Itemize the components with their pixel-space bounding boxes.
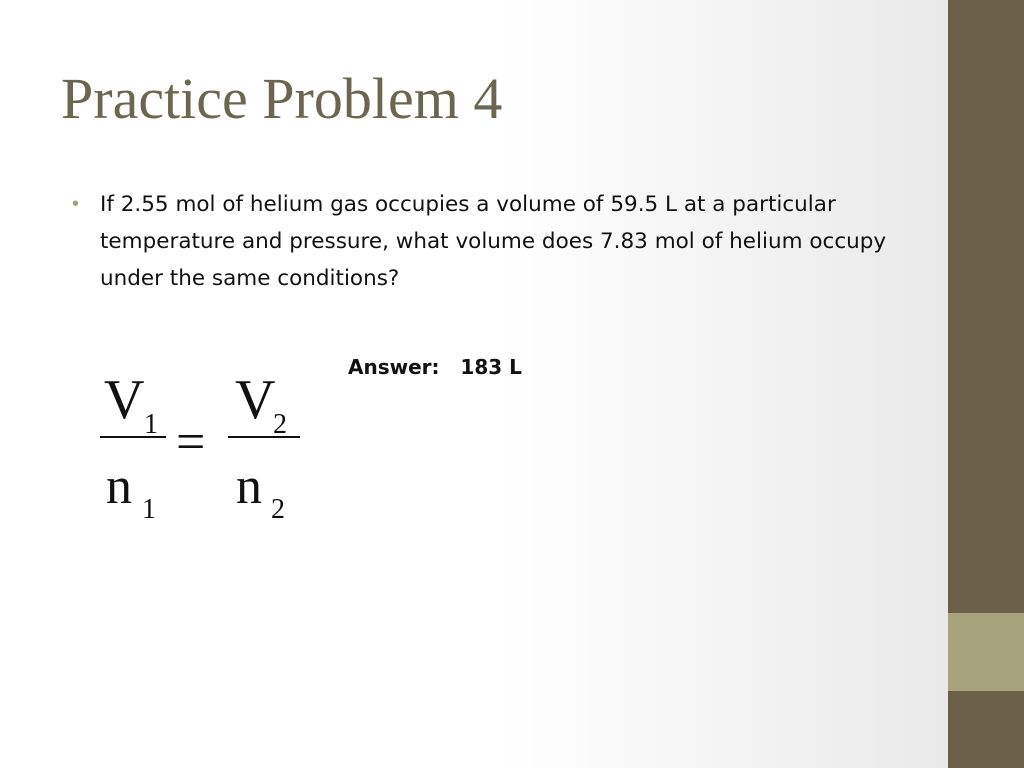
sidebar-bar-top [948,0,1024,613]
n2-symbol: n [236,458,262,515]
equation [96,360,316,530]
bullet-marker: • [72,193,80,215]
n2-subscript: 2 [271,494,285,525]
slide-title: Practice Problem 4 [61,66,503,131]
answer-text: Answer: 183 L [348,355,522,379]
problem-text: If 2.55 mol of helium gas occupies a volume of 59.5 L at a particular temperature and pressure, what volume does 7.83 mol of helium occupy under the same conditions? [100,192,887,291]
v1-symbol: V [104,369,145,431]
v2-symbol: V [235,369,276,431]
equals-sign: = [176,414,206,471]
n1-symbol: n [106,458,132,515]
v2-subscript: 2 [273,409,287,440]
sidebar-bar-accent [948,613,1024,691]
n1-subscript: 1 [142,494,156,525]
v1-subscript: 1 [144,409,158,440]
sidebar-bar-bottom [948,691,1024,768]
